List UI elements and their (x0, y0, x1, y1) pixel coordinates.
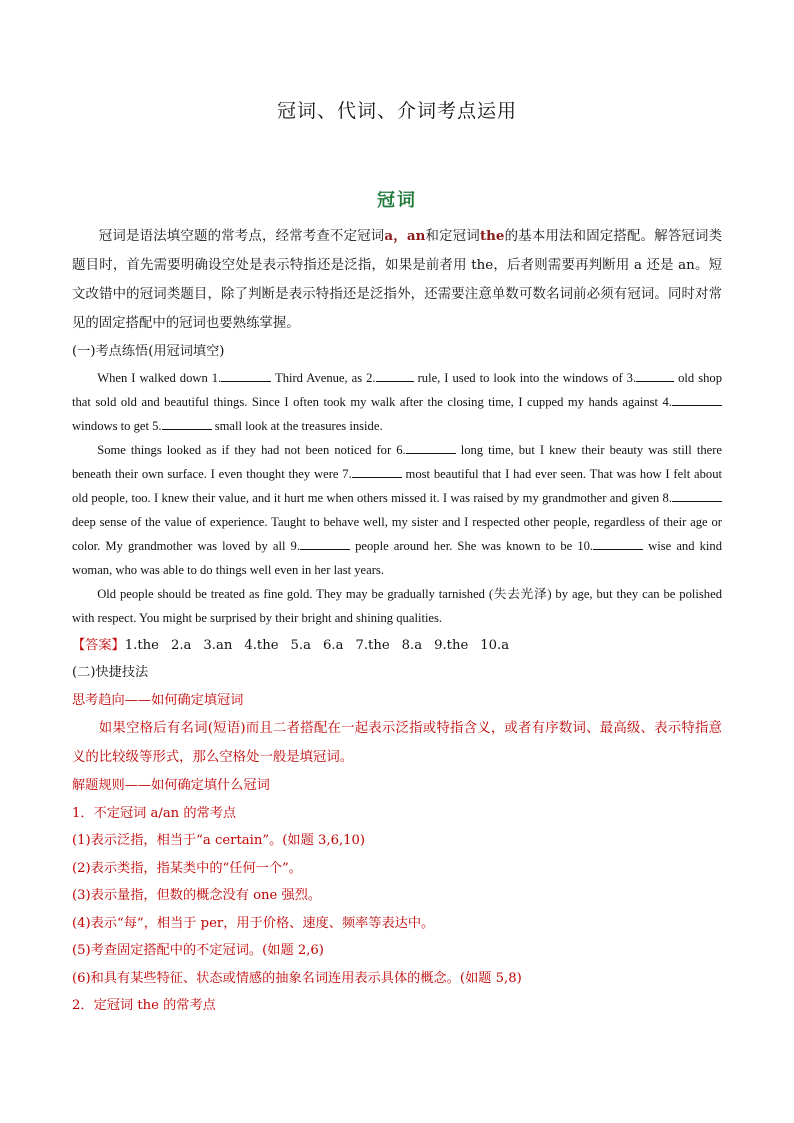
passage-paragraph-2 (72, 438, 722, 582)
blank-5 (162, 417, 212, 430)
exercise-heading: (一)考点练悟(用冠词填空) (72, 344, 225, 359)
passage-paragraph-3: Old people should be treated as fine gold. They may be gradually tarnished (失去光泽) by age, but they can be polished with respect. You might be surprised by their bright and shining qualities. (72, 586, 722, 625)
passage-text: Some things looked as if they had not been noticed for 6. (97, 442, 406, 457)
passage-text: When I walked down 1. (97, 370, 222, 385)
blank-3 (636, 369, 674, 382)
passage-paragraph-1 (72, 366, 722, 438)
blank-7 (352, 465, 402, 478)
intro-article-a-an: a，an (384, 228, 426, 244)
intro-text: 冠词是语法填空题的常考点，经常考查不定冠词 (98, 229, 385, 244)
skills-heading: (二)快捷技法 (72, 665, 149, 680)
passage-text: wise and kind woman, who was able to do things well even in her last years. (72, 538, 723, 577)
page-title: 冠词、代词、介词考点运用 (276, 100, 517, 122)
think-title: 思考趋向——如何确定填冠词 (72, 692, 244, 708)
answer-row (72, 632, 722, 660)
def-title: 2．定冠词 the 的常考点 (72, 998, 216, 1013)
passage-text: rule, I used to look into the windows of 3. (413, 370, 637, 385)
indef-item: (6)和具有某些特征、状态或情感的抽象名词连用表示具体的概念。(如题 5,8) (72, 970, 522, 986)
indef-title: 1．不定冠词 a/an 的常考点 (72, 805, 237, 821)
blank-10 (593, 537, 643, 550)
answer-item: 9.the (434, 637, 469, 653)
answer-item: 5.a (290, 637, 311, 653)
passage-text: people around her. She was known to be 10. (350, 538, 594, 553)
blank-6 (406, 441, 456, 454)
passage-text: long time, but I knew their beauty was still there beneath their own surface. I even thought they were 7. (72, 442, 722, 481)
passage-text: deep sense of the value of experience. Taught to behave well, my sister and I respected other people, regardless of their age or color. My grandmother was loved by all 9. (72, 514, 722, 553)
document-body (72, 222, 722, 1020)
indef-item: (1)表示泛指，相当于“a certain”。(如题 3,6,10) (72, 833, 366, 848)
passage-text: Third Avenue, as 2. (271, 370, 376, 385)
answer-item: 4.the (244, 637, 279, 653)
answer-item: 8.a (401, 637, 423, 653)
blank-1 (221, 369, 271, 382)
answer-item: 1.the (124, 637, 159, 653)
blank-9 (300, 537, 350, 550)
section-title: 冠词 (377, 190, 417, 211)
blank-8 (672, 489, 722, 502)
passage-text: old shop that sold old and beautiful things. Since I often took my walk after the closing time, I cupped my hands against 4. (72, 370, 722, 409)
intro-paragraph (72, 222, 722, 338)
intro-article-the: the (479, 228, 505, 244)
passage-text: small look at the treasures inside. (211, 418, 383, 433)
intro-text: 和定冠词 (425, 229, 480, 244)
intro-text: 的基本用法和固定搭配。解答冠词类题目时，首先需要明确设空处是表示特指还是泛指，如果是前者用 the，后者则需要再判断用 a 还是 an。短文改错中的冠词类题目，除了判断是表示特指还是泛指外，还需要注意单数可数名词前必须有冠词。同时对常见的固定搭配中的冠词也要熟练掌握。 (72, 229, 723, 331)
blank-2 (376, 369, 414, 382)
answer-item: 10.a (480, 637, 510, 653)
blank-4 (672, 393, 722, 406)
answer-item: 2.a (170, 637, 192, 653)
think-body: 如果空格后有名词(短语)而且二者搭配在一起表示泛指或特指含义，或者有序数词、最高级、表示特指意义的比较级等形式，那么空格处一般是填冠词。 (72, 721, 722, 765)
answer-item: 7.the (355, 637, 390, 653)
indef-item: (4)表示“每”，相当于 per，用于价格、速度、频率等表达中。 (72, 915, 435, 931)
passage-text: windows to get 5. (72, 418, 162, 433)
passage-text: most beautiful that I had ever seen. That was how I felt about old people, too. I knew their value, and it hurt me when others missed it. I was raised by my grandmother and given 8. (72, 466, 722, 505)
answer-item: 6.a (322, 637, 344, 653)
answer-label: 【答案】 (72, 637, 125, 653)
indef-item: (5)考查固定搭配中的不定冠词。(如题 2,6) (72, 943, 324, 958)
indef-item: (3)表示量指，但数的概念没有 one 强烈。 (72, 888, 322, 903)
indef-item: (2)表示类指，指某类中的“任何一个”。 (72, 860, 302, 876)
answer-item: 3.an (203, 637, 233, 653)
rule-title: 解题规则——如何确定填什么冠词 (72, 778, 270, 793)
